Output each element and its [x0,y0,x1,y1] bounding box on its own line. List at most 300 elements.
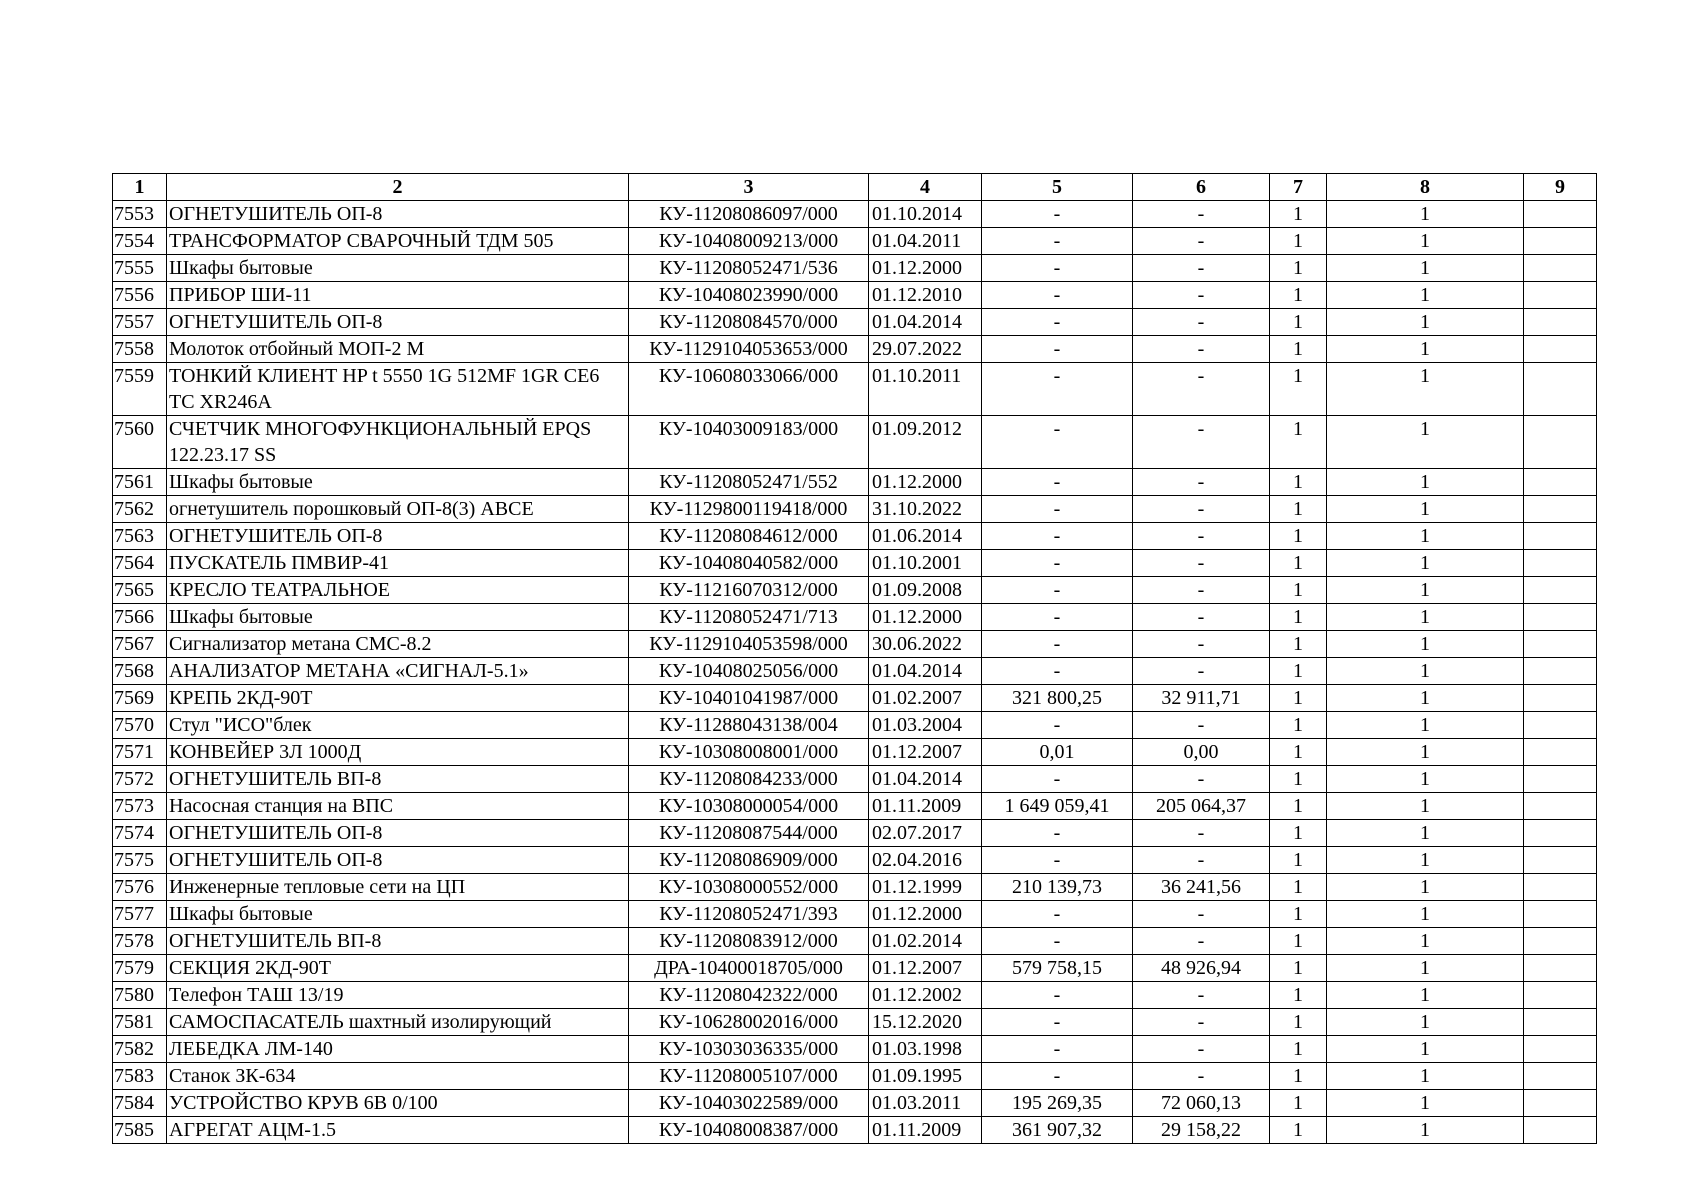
row-number-cell: 7558 [113,336,167,363]
table-row [113,820,1597,847]
item-name-cell: КРЕСЛО ТЕАТРАЛЬНОЕ [167,577,629,604]
value-col6-cell: - [1133,820,1270,847]
date-cell: 01.12.2007 [869,955,982,982]
value-col6-cell: - [1133,1036,1270,1063]
row-number-cell: 7573 [113,793,167,820]
value-col6-cell: 29 158,22 [1133,1117,1270,1144]
value-col8-cell: 1 [1327,469,1524,496]
date-cell: 01.10.2011 [869,363,982,416]
value-col9-cell [1524,739,1597,766]
value-col9-cell [1524,1009,1597,1036]
item-name-cell: ОГНЕТУШИТЕЛЬ ОП-8 [167,201,629,228]
table-row [113,416,1597,469]
date-cell: 01.12.2007 [869,739,982,766]
date-cell: 01.12.1999 [869,874,982,901]
inventory-code-cell: КУ-11208084612/000 [629,523,869,550]
value-col5-cell: - [982,1036,1133,1063]
item-name-cell: Стул "ИСО"блек [167,712,629,739]
value-col5-cell: - [982,201,1133,228]
value-col7-cell: 1 [1270,523,1327,550]
item-name-cell: Инженерные тепловые сети на ЦП [167,874,629,901]
date-cell: 01.12.2000 [869,901,982,928]
value-col9-cell [1524,496,1597,523]
date-cell: 01.04.2014 [869,309,982,336]
item-name-cell: огнетушитель порошковый ОП-8(3) АВСЕ [167,496,629,523]
row-number-cell: 7557 [113,309,167,336]
value-col6-cell: - [1133,255,1270,282]
value-col8-cell: 1 [1327,1063,1524,1090]
value-col9-cell [1524,228,1597,255]
date-cell: 01.02.2007 [869,685,982,712]
inventory-code-cell: КУ-10408025056/000 [629,658,869,685]
date-cell: 01.04.2014 [869,766,982,793]
value-col9-cell [1524,523,1597,550]
item-name-cell: Станок ЗК-634 [167,1063,629,1090]
row-number-cell: 7559 [113,363,167,416]
inventory-code-cell: КУ-11208005107/000 [629,1063,869,1090]
row-number-cell: 7561 [113,469,167,496]
table-row [113,363,1597,416]
item-name-cell: СЕКЦИЯ 2КД-90Т [167,955,629,982]
value-col6-cell: - [1133,631,1270,658]
value-col9-cell [1524,901,1597,928]
item-name-cell: СЧЕТЧИК МНОГОФУНКЦИОНАЛЬНЫЙ EPQS 122.23.17 SS [167,416,629,469]
table-row [113,336,1597,363]
date-cell: 01.03.2004 [869,712,982,739]
value-col9-cell [1524,685,1597,712]
value-col8-cell: 1 [1327,955,1524,982]
table-row [113,658,1597,685]
value-col9-cell [1524,282,1597,309]
value-col5-cell: - [982,1009,1133,1036]
value-col5-cell: - [982,228,1133,255]
item-name-cell: ТОНКИЙ КЛИЕНТ HP t 5550 1G 512MF 1GR CE6 TC XR246A [167,363,629,416]
value-col7-cell: 1 [1270,363,1327,416]
value-col8-cell: 1 [1327,685,1524,712]
value-col8-cell: 1 [1327,1009,1524,1036]
row-number-cell: 7566 [113,604,167,631]
value-col6-cell: - [1133,496,1270,523]
item-name-cell: Сигнализатор метана СМС-8.2 [167,631,629,658]
row-number-cell: 7567 [113,631,167,658]
value-col9-cell [1524,336,1597,363]
value-col6-cell: - [1133,577,1270,604]
inventory-code-cell: КУ-10408009213/000 [629,228,869,255]
value-col6-cell: 36 241,56 [1133,874,1270,901]
value-col9-cell [1524,416,1597,469]
row-number-cell: 7568 [113,658,167,685]
date-cell: 31.10.2022 [869,496,982,523]
value-col8-cell: 1 [1327,901,1524,928]
table-row [113,901,1597,928]
row-number-cell: 7569 [113,685,167,712]
asset-table [112,173,1597,1144]
inventory-code-cell: ДРА-10400018705/000 [629,955,869,982]
item-name-cell: Шкафы бытовые [167,469,629,496]
column-header: 4 [869,174,982,201]
value-col6-cell: - [1133,1009,1270,1036]
value-col9-cell [1524,1036,1597,1063]
item-name-cell: ОГНЕТУШИТЕЛЬ ОП-8 [167,820,629,847]
row-number-cell: 7570 [113,712,167,739]
table-row [113,874,1597,901]
date-cell: 01.12.2000 [869,469,982,496]
value-col7-cell: 1 [1270,982,1327,1009]
value-col7-cell: 1 [1270,282,1327,309]
value-col6-cell: - [1133,604,1270,631]
row-number-cell: 7572 [113,766,167,793]
inventory-code-cell: КУ-10408023990/000 [629,282,869,309]
value-col8-cell: 1 [1327,928,1524,955]
value-col6-cell: - [1133,416,1270,469]
value-col5-cell: - [982,577,1133,604]
value-col6-cell: - [1133,282,1270,309]
date-cell: 01.12.2002 [869,982,982,1009]
value-col6-cell: - [1133,901,1270,928]
date-cell: 01.10.2014 [869,201,982,228]
value-col5-cell: 0,01 [982,739,1133,766]
row-number-cell: 7563 [113,523,167,550]
value-col8-cell: 1 [1327,766,1524,793]
value-col9-cell [1524,363,1597,416]
value-col5-cell: - [982,982,1133,1009]
value-col7-cell: 1 [1270,469,1327,496]
value-col6-cell: - [1133,228,1270,255]
row-number-cell: 7554 [113,228,167,255]
column-header: 2 [167,174,629,201]
row-number-cell: 7583 [113,1063,167,1090]
value-col7-cell: 1 [1270,820,1327,847]
value-col8-cell: 1 [1327,282,1524,309]
column-header: 6 [1133,174,1270,201]
value-col8-cell: 1 [1327,496,1524,523]
value-col6-cell: 48 926,94 [1133,955,1270,982]
table-row [113,523,1597,550]
table-row [113,982,1597,1009]
value-col9-cell [1524,201,1597,228]
value-col9-cell [1524,309,1597,336]
item-name-cell: САМОСПАСАТЕЛЬ шахтный изолирующий [167,1009,629,1036]
table-row [113,766,1597,793]
value-col9-cell [1524,631,1597,658]
item-name-cell: ОГНЕТУШИТЕЛЬ ВП-8 [167,766,629,793]
row-number-cell: 7584 [113,1090,167,1117]
value-col6-cell: 32 911,71 [1133,685,1270,712]
inventory-code-cell: КУ-11288043138/004 [629,712,869,739]
inventory-code-cell: КУ-11208083912/000 [629,928,869,955]
value-col5-cell: 321 800,25 [982,685,1133,712]
value-col7-cell: 1 [1270,496,1327,523]
item-name-cell: ТРАНСФОРМАТОР СВАРОЧНЫЙ ТДМ 505 [167,228,629,255]
date-cell: 30.06.2022 [869,631,982,658]
value-col6-cell: - [1133,982,1270,1009]
value-col9-cell [1524,712,1597,739]
row-number-cell: 7556 [113,282,167,309]
value-col8-cell: 1 [1327,874,1524,901]
value-col8-cell: 1 [1327,1090,1524,1117]
value-col5-cell: - [982,282,1133,309]
date-cell: 29.07.2022 [869,336,982,363]
value-col9-cell [1524,982,1597,1009]
value-col6-cell: - [1133,469,1270,496]
value-col6-cell: - [1133,712,1270,739]
date-cell: 01.03.2011 [869,1090,982,1117]
value-col7-cell: 1 [1270,1090,1327,1117]
value-col5-cell: - [982,604,1133,631]
table-row [113,1009,1597,1036]
value-col8-cell: 1 [1327,523,1524,550]
date-cell: 15.12.2020 [869,1009,982,1036]
row-number-cell: 7560 [113,416,167,469]
value-col8-cell: 1 [1327,577,1524,604]
table-row [113,847,1597,874]
inventory-code-cell: КУ-11208086097/000 [629,201,869,228]
date-cell: 01.09.2008 [869,577,982,604]
column-header: 8 [1327,174,1524,201]
value-col7-cell: 1 [1270,847,1327,874]
inventory-code-cell: КУ-11208042322/000 [629,982,869,1009]
value-col6-cell: 205 064,37 [1133,793,1270,820]
value-col9-cell [1524,1063,1597,1090]
value-col9-cell [1524,874,1597,901]
value-col5-cell: - [982,631,1133,658]
value-col7-cell: 1 [1270,1063,1327,1090]
value-col5-cell: 210 139,73 [982,874,1133,901]
value-col5-cell: - [982,766,1133,793]
value-col9-cell [1524,469,1597,496]
row-number-cell: 7555 [113,255,167,282]
value-col7-cell: 1 [1270,928,1327,955]
value-col5-cell: - [982,820,1133,847]
value-col8-cell: 1 [1327,712,1524,739]
inventory-code-cell: КУ-10628002016/000 [629,1009,869,1036]
item-name-cell: ОГНЕТУШИТЕЛЬ ОП-8 [167,523,629,550]
value-col9-cell [1524,658,1597,685]
row-number-cell: 7574 [113,820,167,847]
row-number-cell: 7578 [113,928,167,955]
value-col8-cell: 1 [1327,1036,1524,1063]
value-col7-cell: 1 [1270,901,1327,928]
row-number-cell: 7576 [113,874,167,901]
row-number-cell: 7579 [113,955,167,982]
row-number-cell: 7577 [113,901,167,928]
header-row [113,174,1597,201]
row-number-cell: 7571 [113,739,167,766]
value-col8-cell: 1 [1327,363,1524,416]
inventory-code-cell: КУ-11208084570/000 [629,309,869,336]
date-cell: 01.11.2009 [869,793,982,820]
item-name-cell: Телефон ТАШ 13/19 [167,982,629,1009]
value-col8-cell: 1 [1327,847,1524,874]
date-cell: 01.11.2009 [869,1117,982,1144]
inventory-code-cell: КУ-10408008387/000 [629,1117,869,1144]
table-row [113,793,1597,820]
value-col6-cell: - [1133,847,1270,874]
value-col8-cell: 1 [1327,309,1524,336]
table-row [113,1090,1597,1117]
item-name-cell: Шкафы бытовые [167,604,629,631]
value-col5-cell: 195 269,35 [982,1090,1133,1117]
item-name-cell: ПУСКАТЕЛЬ ПМВИР-41 [167,550,629,577]
item-name-cell: ОГНЕТУШИТЕЛЬ ОП-8 [167,847,629,874]
table-row [113,1036,1597,1063]
inventory-code-cell: КУ-10308000552/000 [629,874,869,901]
value-col5-cell: - [982,550,1133,577]
value-col5-cell: - [982,847,1133,874]
inventory-code-cell: КУ-11208052471/536 [629,255,869,282]
value-col7-cell: 1 [1270,577,1327,604]
item-name-cell: ПРИБОР ШИ-11 [167,282,629,309]
value-col6-cell: - [1133,309,1270,336]
table-row [113,1063,1597,1090]
value-col9-cell [1524,1090,1597,1117]
table-row [113,550,1597,577]
item-name-cell: КОНВЕЙЕР 3Л 1000Д [167,739,629,766]
value-col8-cell: 1 [1327,631,1524,658]
value-col5-cell: - [982,658,1133,685]
value-col7-cell: 1 [1270,739,1327,766]
value-col9-cell [1524,1117,1597,1144]
date-cell: 01.09.2012 [869,416,982,469]
table-row [113,928,1597,955]
column-header: 9 [1524,174,1597,201]
value-col7-cell: 1 [1270,201,1327,228]
inventory-code-cell: КУ-10408040582/000 [629,550,869,577]
date-cell: 01.12.2010 [869,282,982,309]
value-col7-cell: 1 [1270,631,1327,658]
value-col7-cell: 1 [1270,658,1327,685]
value-col5-cell: - [982,255,1133,282]
value-col9-cell [1524,955,1597,982]
inventory-code-cell: КУ-10403009183/000 [629,416,869,469]
date-cell: 01.09.1995 [869,1063,982,1090]
table-row [113,469,1597,496]
value-col8-cell: 1 [1327,416,1524,469]
inventory-code-cell: КУ-11208087544/000 [629,820,869,847]
value-col8-cell: 1 [1327,739,1524,766]
value-col5-cell: 361 907,32 [982,1117,1133,1144]
value-col6-cell: - [1133,658,1270,685]
value-col7-cell: 1 [1270,1117,1327,1144]
date-cell: 02.04.2016 [869,847,982,874]
value-col8-cell: 1 [1327,228,1524,255]
value-col7-cell: 1 [1270,255,1327,282]
value-col8-cell: 1 [1327,550,1524,577]
value-col8-cell: 1 [1327,604,1524,631]
value-col7-cell: 1 [1270,228,1327,255]
column-header: 3 [629,174,869,201]
value-col5-cell: - [982,416,1133,469]
value-col7-cell: 1 [1270,874,1327,901]
value-col5-cell: - [982,712,1133,739]
inventory-code-cell: КУ-1129104053653/000 [629,336,869,363]
table-row [113,1117,1597,1144]
value-col5-cell: - [982,928,1133,955]
item-name-cell: Шкафы бытовые [167,901,629,928]
value-col9-cell [1524,793,1597,820]
row-number-cell: 7562 [113,496,167,523]
value-col7-cell: 1 [1270,309,1327,336]
value-col5-cell: - [982,309,1133,336]
inventory-code-cell: КУ-10303036335/000 [629,1036,869,1063]
inventory-code-cell: КУ-1129104053598/000 [629,631,869,658]
table-row [113,712,1597,739]
inventory-code-cell: КУ-11208084233/000 [629,766,869,793]
date-cell: 01.03.1998 [869,1036,982,1063]
inventory-code-cell: КУ-10403022589/000 [629,1090,869,1117]
value-col6-cell: 72 060,13 [1133,1090,1270,1117]
value-col6-cell: - [1133,550,1270,577]
value-col7-cell: 1 [1270,1036,1327,1063]
inventory-code-cell: КУ-10308000054/000 [629,793,869,820]
value-col7-cell: 1 [1270,416,1327,469]
value-col6-cell: - [1133,336,1270,363]
value-col9-cell [1524,820,1597,847]
item-name-cell: Молоток отбойный МОП-2 М [167,336,629,363]
value-col6-cell: - [1133,523,1270,550]
value-col7-cell: 1 [1270,550,1327,577]
value-col8-cell: 1 [1327,255,1524,282]
table-row [113,604,1597,631]
date-cell: 01.04.2014 [869,658,982,685]
value-col5-cell: - [982,469,1133,496]
date-cell: 01.10.2001 [869,550,982,577]
value-col9-cell [1524,550,1597,577]
value-col5-cell: - [982,1063,1133,1090]
value-col7-cell: 1 [1270,336,1327,363]
column-header: 1 [113,174,167,201]
value-col7-cell: 1 [1270,685,1327,712]
inventory-code-cell: КУ-10608033066/000 [629,363,869,416]
value-col5-cell: 579 758,15 [982,955,1133,982]
row-number-cell: 7565 [113,577,167,604]
value-col7-cell: 1 [1270,793,1327,820]
column-header: 5 [982,174,1133,201]
value-col8-cell: 1 [1327,793,1524,820]
row-number-cell: 7564 [113,550,167,577]
value-col8-cell: 1 [1327,201,1524,228]
value-col6-cell: - [1133,201,1270,228]
table-row [113,685,1597,712]
date-cell: 01.12.2000 [869,604,982,631]
date-cell: 01.02.2014 [869,928,982,955]
inventory-code-cell: КУ-11208052471/552 [629,469,869,496]
value-col7-cell: 1 [1270,712,1327,739]
value-col7-cell: 1 [1270,604,1327,631]
value-col6-cell: 0,00 [1133,739,1270,766]
table-row [113,282,1597,309]
value-col8-cell: 1 [1327,1117,1524,1144]
value-col6-cell: - [1133,363,1270,416]
inventory-code-cell: КУ-11208052471/393 [629,901,869,928]
value-col8-cell: 1 [1327,820,1524,847]
value-col7-cell: 1 [1270,766,1327,793]
value-col5-cell: - [982,496,1133,523]
date-cell: 01.12.2000 [869,255,982,282]
table-row [113,309,1597,336]
inventory-code-cell: КУ-11216070312/000 [629,577,869,604]
value-col5-cell: - [982,901,1133,928]
value-col9-cell [1524,577,1597,604]
item-name-cell: АГРЕГАТ АЦМ-1.5 [167,1117,629,1144]
item-name-cell: ОГНЕТУШИТЕЛЬ ОП-8 [167,309,629,336]
inventory-code-cell: КУ-10308008001/000 [629,739,869,766]
value-col9-cell [1524,255,1597,282]
table-row [113,577,1597,604]
value-col9-cell [1524,766,1597,793]
table-row [113,496,1597,523]
date-cell: 01.06.2014 [869,523,982,550]
